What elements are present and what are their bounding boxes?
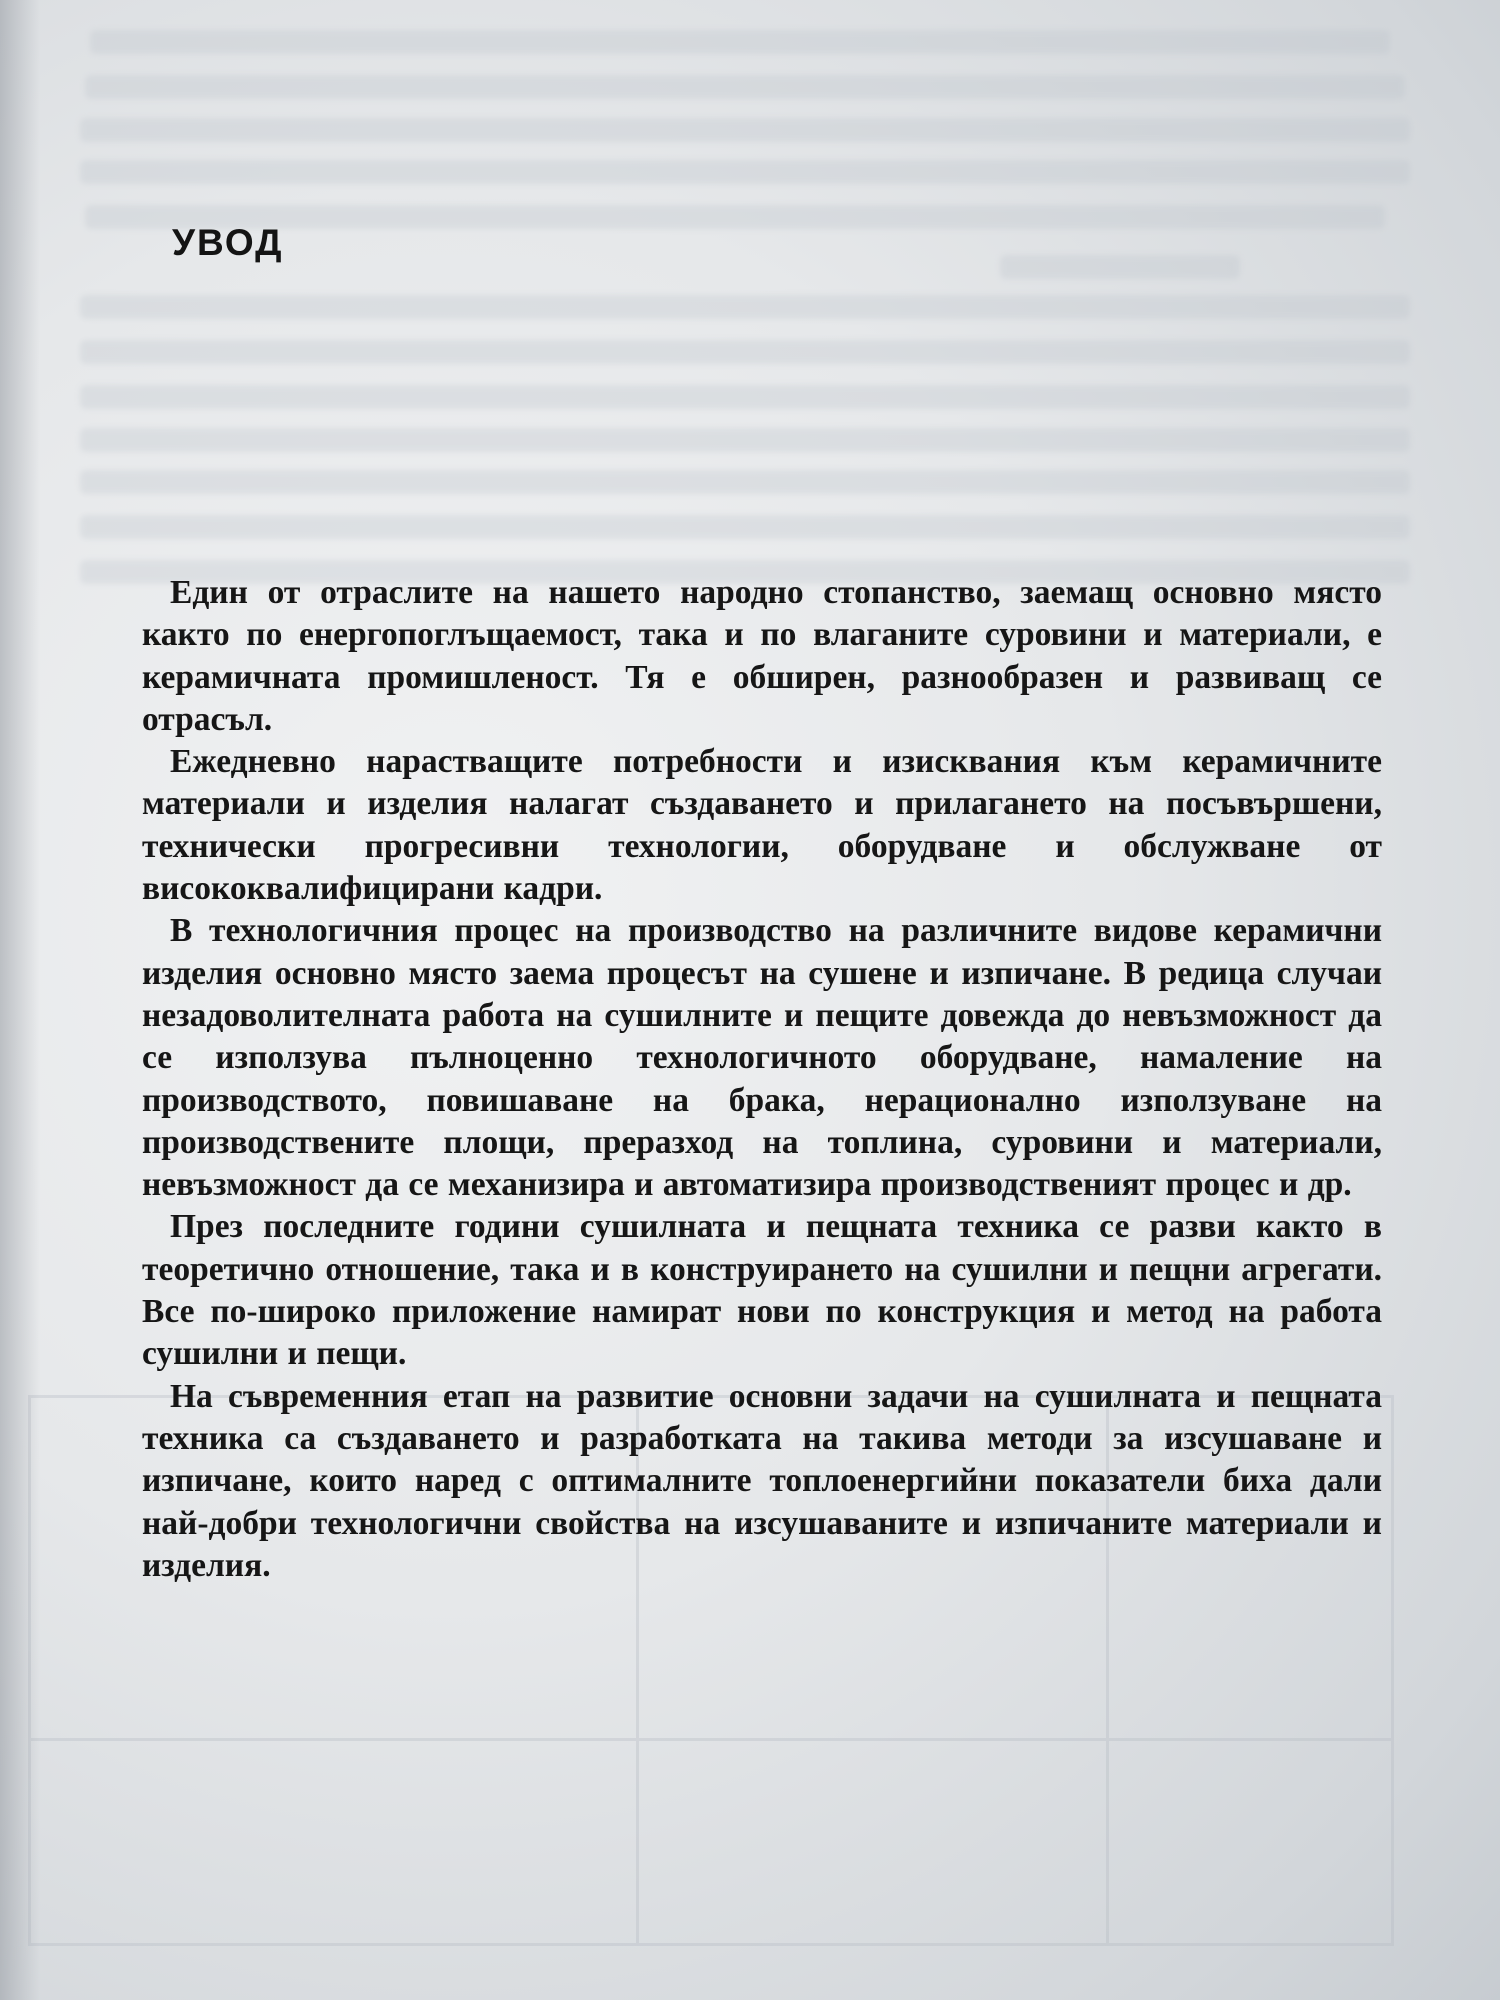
paragraph-5: На съвременния етап на развитие основни задачи на сушилната и пещната техника са създаването и разработката на такива методи за изсушаване и изпичане, които наред с оптималните топлоенергийни показатели биха дали най-добри технологични свойства на изсушаваните и изпичаните материали и изделия. bbox=[142, 1377, 1382, 1584]
paragraph-3: В технологичния процес на производство на различните видове керамични изделия основно място заема процесът на сушене и изпичане. В редица случаи незадоволителната работа на сушилните и пещите довежда до невъзможност да се използува пълноценно технологичното оборудване, намаление на производството, повишаване на брака, нерационално използуване на производствените площи, преразход на топлина, суровини и материали, невъзможност да се механизира и автоматизира производственият процес и др. bbox=[142, 912, 1382, 1204]
binding-shadow bbox=[0, 0, 40, 2000]
body-text bbox=[142, 572, 1382, 1587]
paragraph-4: През последните години сушилната и пещната техника се разви както в теоретично отношение, така и в конструирането на сушилни и пещни агрегати. Все по-широко приложение намират нови по конструкция и метод на работа сушилни и пещи. bbox=[142, 1208, 1382, 1373]
paragraph-1: Един от отраслите на нашето народно стопанство, заемащ основно място както по енергопоглъщаемост, така и по влаганите суровини и материали, е керамичната промишленост. Тя е обширен, разнообразен и развиващ се отрасъл. bbox=[142, 574, 1382, 738]
chapter-heading: УВОД bbox=[172, 222, 284, 263]
paragraph-2: Ежедневно нарастващите потребности и изисквания към керамичните материали и изделия налагат създаването и прилагането на посъвършени, технически прогресивни технологии, оборудване и обслужване от висококвалифицирани кадри. bbox=[142, 743, 1382, 908]
